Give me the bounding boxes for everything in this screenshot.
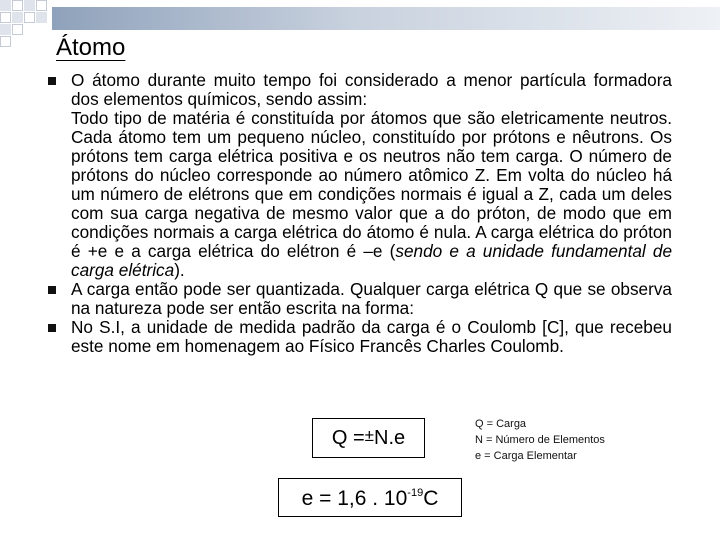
- legend-item: N = Número de Elementos: [475, 434, 605, 446]
- formula-right: N.e: [374, 427, 406, 449]
- formula-exponent: -19: [407, 487, 424, 499]
- formula-base: e = 1,6 . 10: [301, 487, 408, 510]
- formula-left: Q =: [331, 427, 365, 449]
- bullet-square-icon: [48, 286, 56, 294]
- italic-note: sendo e a unidade fundamental de carga elétrica: [71, 241, 672, 280]
- paragraph-text: Todo tipo de matéria é constituída por átomos que são eletricamente neutros. Cada átomo tem um pequeno núcleo, constituído por prótons e nêutrons. Os prótons tem carga elétrica positiva e os neutros não tem carga. O número de prótons do núcleo corresponde ao número atômico Z. Em volta do núcleo há um número de elétrons que em condições normais é igual a Z, cada um deles com sua carga negativa de mesmo valor que a do próton, de modo que em condições normais a carga elétrica do átomo é nula. A carga elétrica do próton é +e e a carga elétrica do elétron é –e (: [71, 108, 672, 261]
- formula-unit: C: [423, 487, 439, 510]
- bullet-list: [48, 71, 672, 356]
- slide-title: Átomo: [56, 34, 126, 61]
- bullet-item-atom: [48, 71, 672, 280]
- bullet-paragraph: A carga então pode ser quantizada. Qualquer carga elétrica Q que se observa na natureza pode ser então escrita na forma:: [71, 279, 672, 318]
- formula-legend: [475, 416, 605, 464]
- bullet-square-icon: [48, 77, 56, 85]
- legend-item: Q = Carga: [475, 418, 527, 430]
- bullet-paragraph: No S.I, a unidade de medida padrão da carga é o Coulomb [C], que recebeu este nome em homenagem ao Físico Francês Charles Coulomb.: [71, 317, 672, 356]
- header-gradient-bar: [52, 7, 720, 30]
- bullet-paragraph: O átomo durante muito tempo foi considerado a menor partícula formadora dos elementos químicos, sendo assim:: [71, 70, 672, 109]
- elementary-charge-box: [278, 478, 462, 517]
- bullet-item-quantization: [48, 280, 672, 318]
- legend-item: e = Carga Elementar: [475, 450, 577, 462]
- bullet-square-icon: [48, 324, 56, 332]
- paragraph-tail: ).: [174, 260, 185, 280]
- bullet-paragraph: [71, 109, 672, 280]
- charge-formula-box: [312, 418, 425, 458]
- bullet-item-coulomb: [48, 318, 672, 356]
- plus-minus-sign: ±: [364, 426, 374, 445]
